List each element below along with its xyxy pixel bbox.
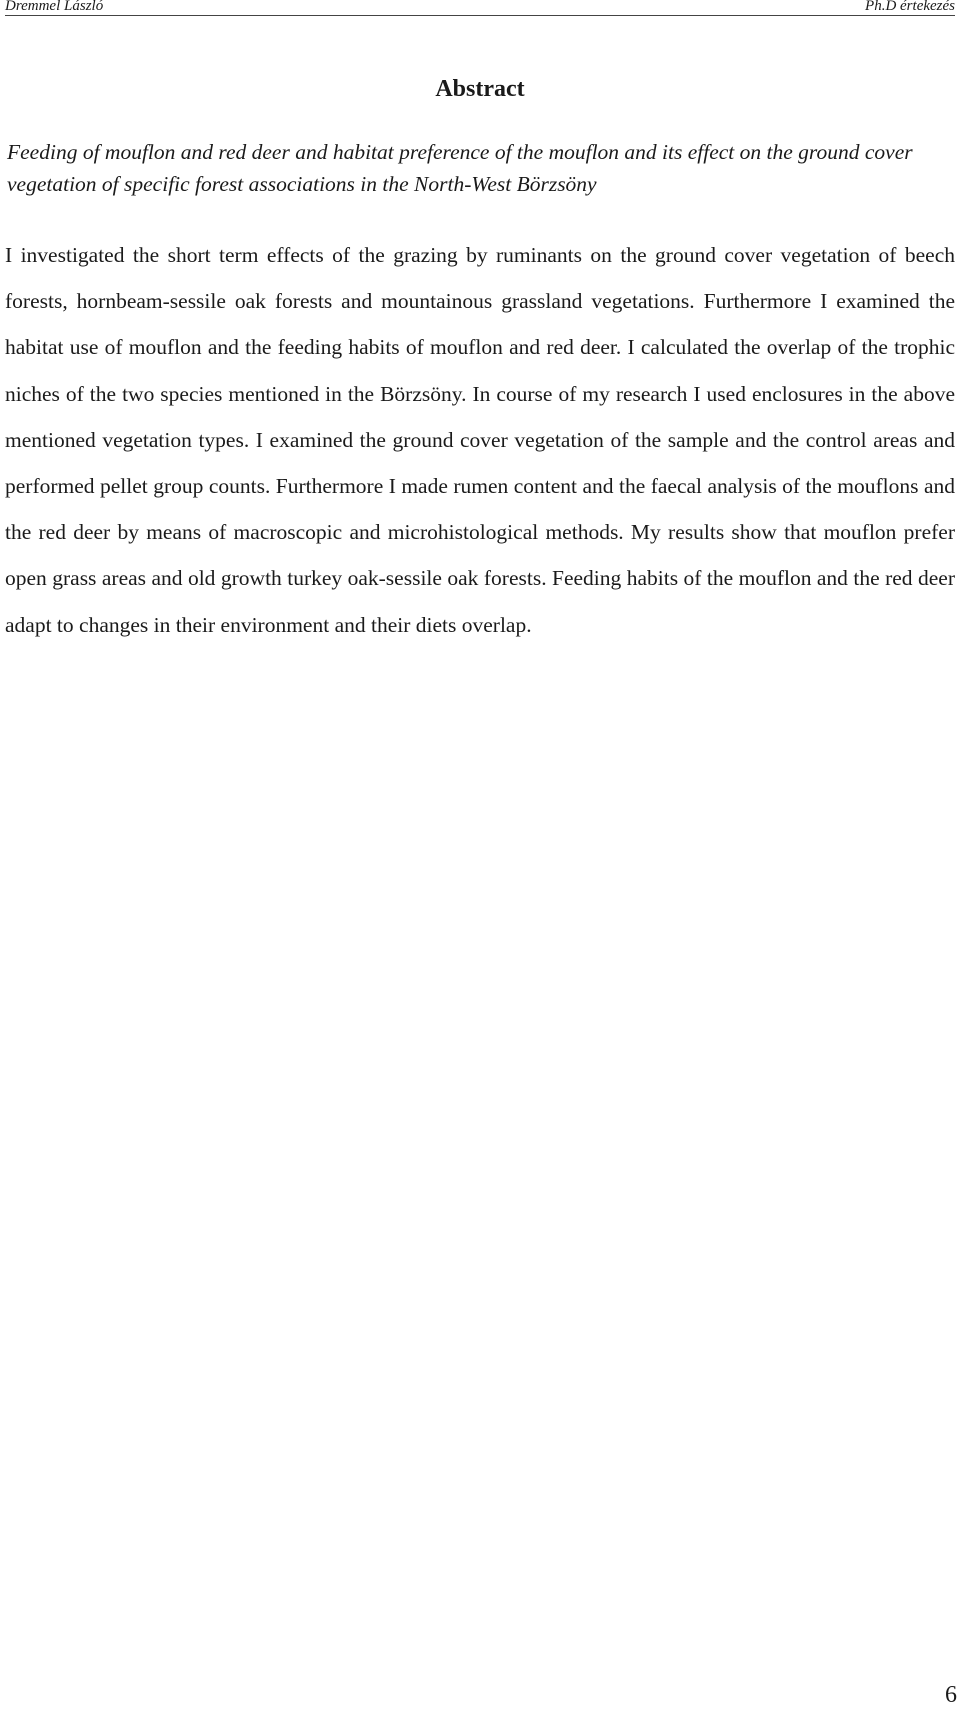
page-number: 6 <box>945 1682 957 1708</box>
header-document-type: Ph.D értekezés <box>865 0 955 14</box>
abstract-subtitle: Feeding of mouflon and red deer and habitat preference of the mouflon and its effect on the ground cover vegetation of specific forest associations in the North-West Börzsöny <box>7 140 913 196</box>
page-title: Abstract <box>435 76 525 102</box>
running-header <box>5 0 955 16</box>
header-author: Dremmel László <box>5 0 104 14</box>
abstract-body: I investigated the short term effects of the grazing by ruminants on the ground cover vegetation of beech forests, hornbeam-sessile oak forests and mountainous grassland vegetations. Furthermore I examined the habitat use of mouflon and the feeding habits of mouflon and red deer. I calculated the overlap of the trophic niches of the two species mentioned in the Börzsöny. In course of my research I used enclosures in the above mentioned vegetation types. I examined the ground cover vegetation of the sample and the control areas and performed pellet group counts. Furthermore I made rumen content and the faecal analysis of the mouflons and the red deer by means of macroscopic and microhistological methods. My results show that mouflon prefer open grass areas and old growth turkey oak-sessile oak forests. Feeding habits of the mouflon and the red deer adapt to changes in their environment and their diets overlap. <box>5 243 955 637</box>
